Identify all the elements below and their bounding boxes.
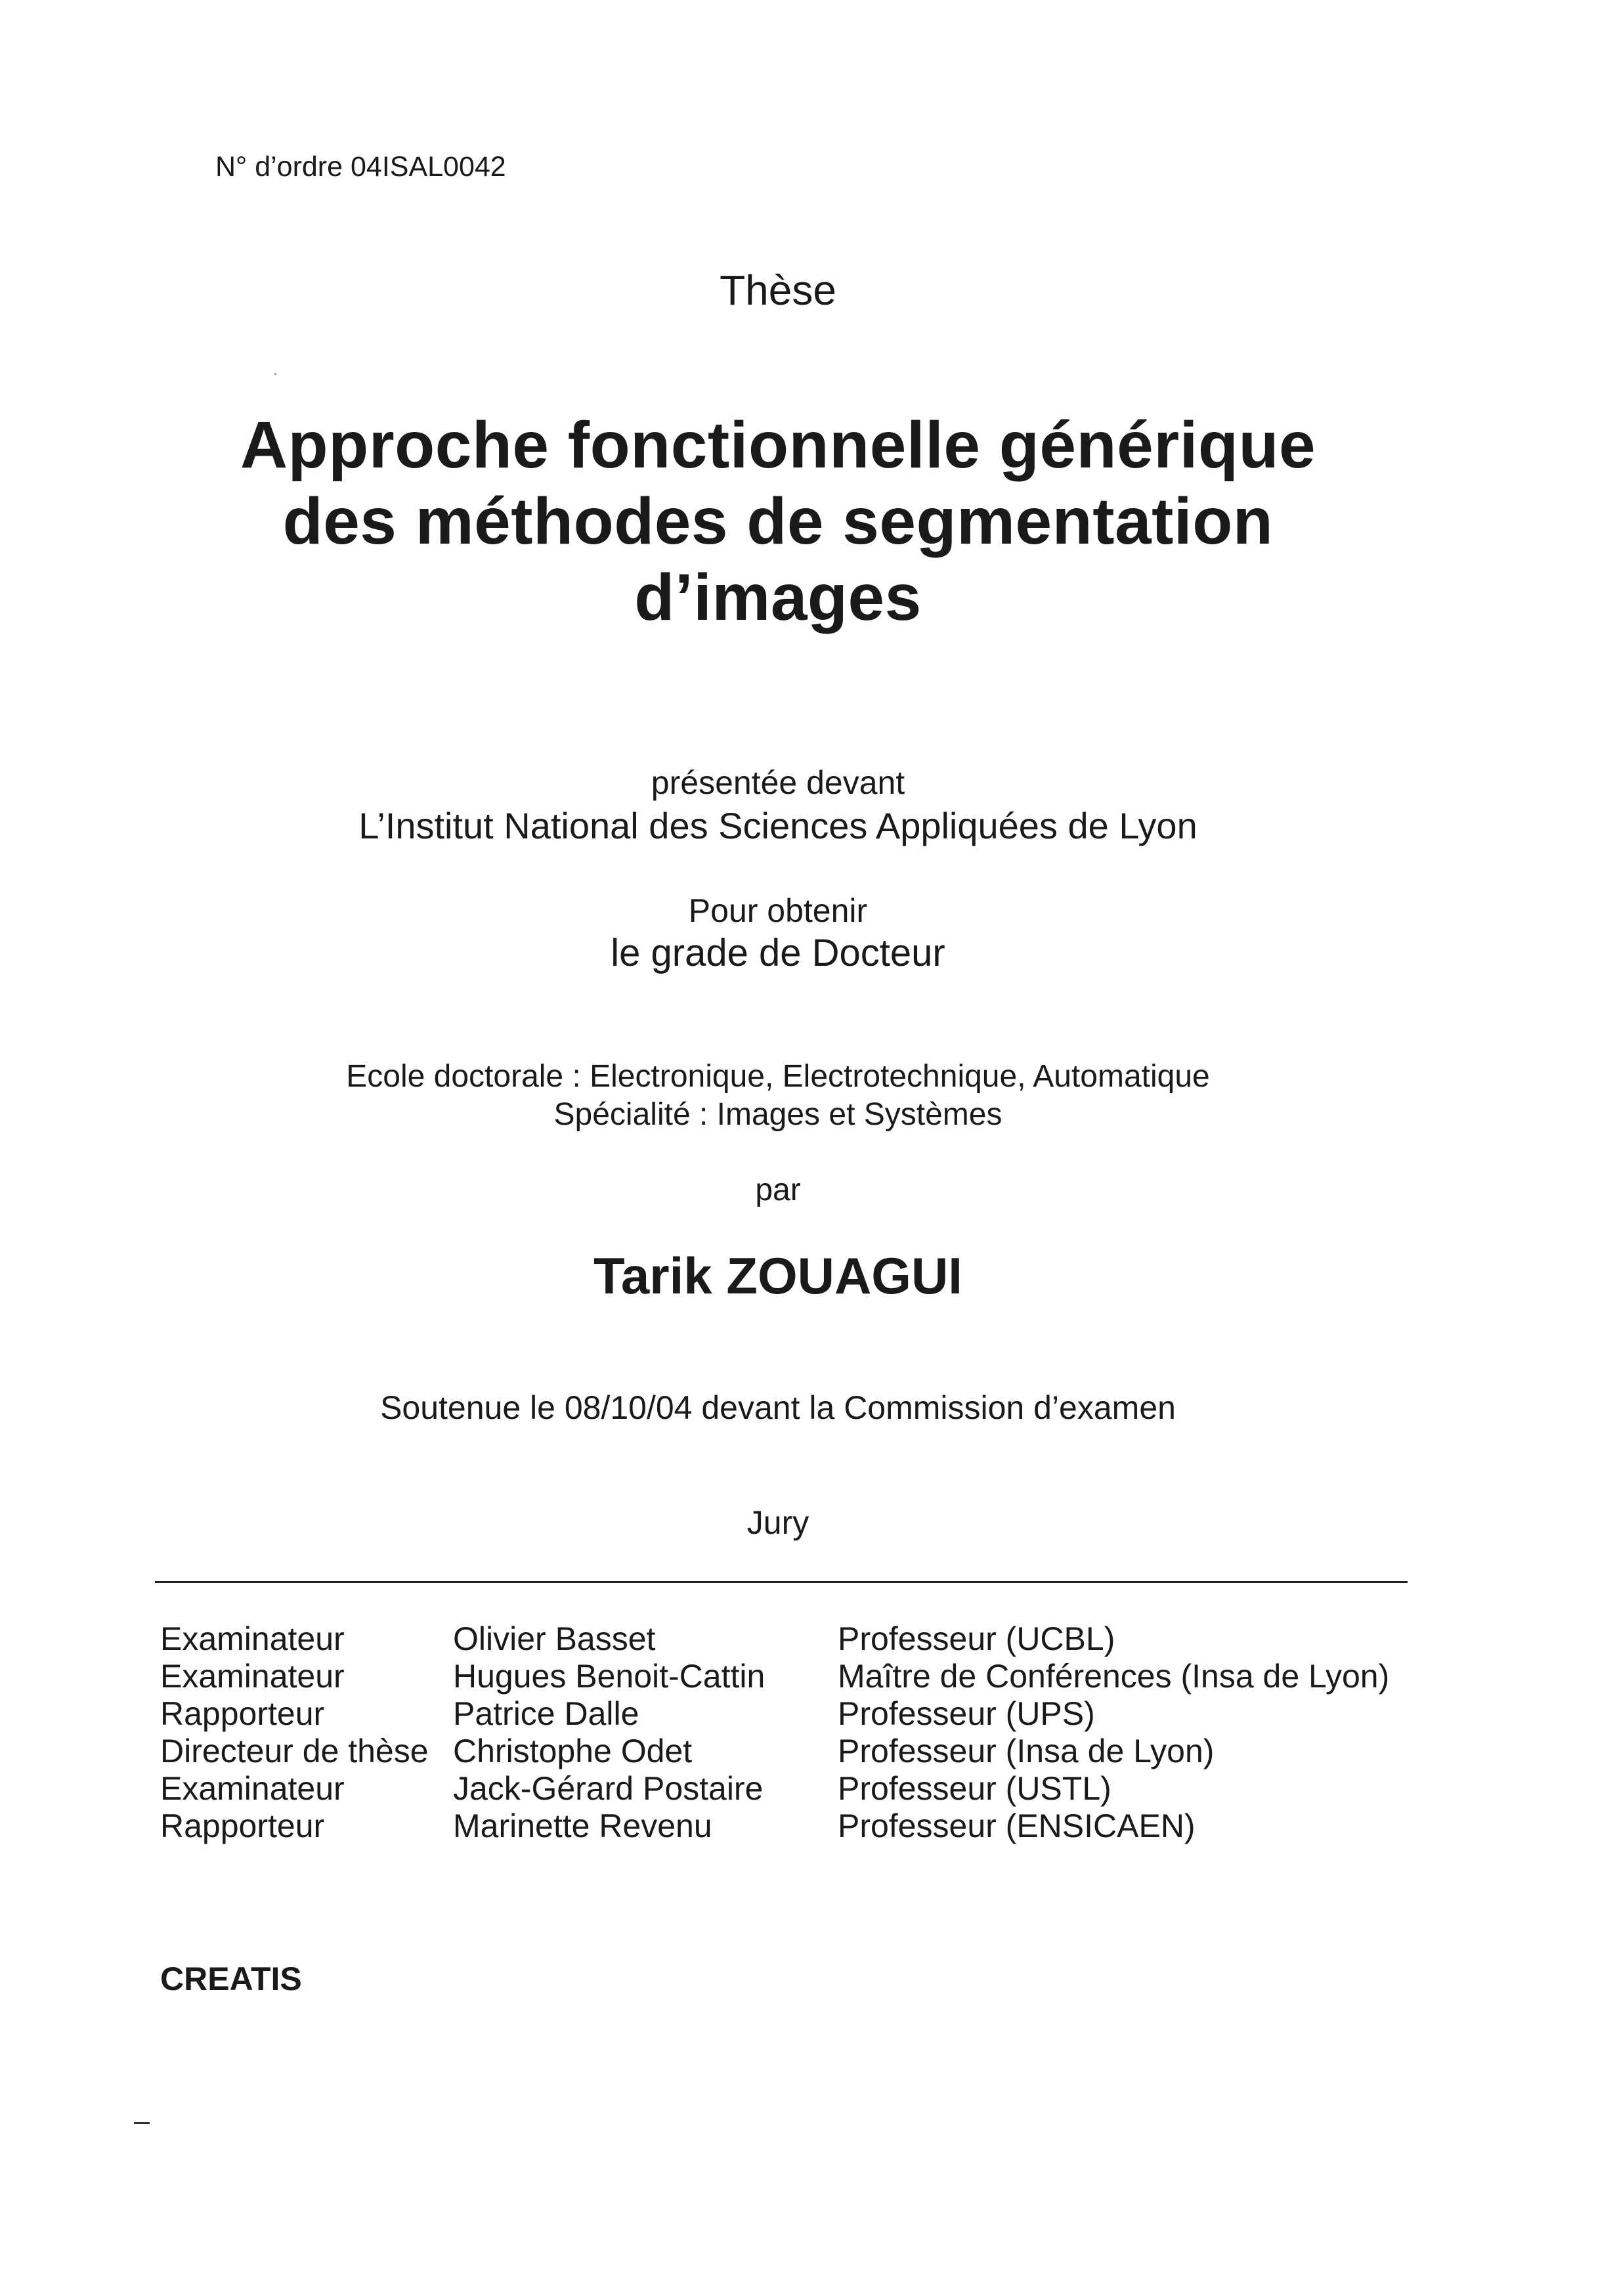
jury-role: Examinateur (160, 1620, 345, 1657)
jury-role: Rapporteur (160, 1808, 325, 1844)
document-type: Thèse (720, 267, 836, 314)
jury-role: Examinateur (160, 1770, 345, 1807)
jury-member-name: Marinette Revenu (453, 1808, 712, 1844)
jury-heading: Jury (746, 1504, 809, 1541)
jury-member-name: Patrice Dalle (453, 1695, 639, 1732)
jury-member-title: Professeur (UPS) (838, 1695, 1095, 1732)
order-number: N° d’ordre 04ISAL0042 (215, 151, 506, 183)
presented-before: présentée devant (651, 764, 905, 801)
jury-member-name: Christophe Odet (453, 1733, 693, 1769)
jury-member-title: Professeur (ENSICAEN) (838, 1808, 1196, 1844)
jury-member-title: Maître de Conférences (Insa de Lyon) (838, 1658, 1390, 1695)
title-line: d’images (634, 561, 922, 634)
jury-member-name: Olivier Basset (453, 1620, 656, 1657)
jury-member-title: Professeur (UCBL) (838, 1620, 1115, 1657)
thesis-title (0, 407, 1556, 636)
jury-role: Directeur de thèse (160, 1733, 429, 1769)
specialty: Spécialité : Images et Systèmes (553, 1097, 1003, 1132)
jury-member-title: Professeur (USTL) (838, 1770, 1111, 1807)
title-line: des méthodes de segmentation (282, 485, 1274, 558)
jury-member-title: Professeur (Insa de Lyon) (838, 1733, 1215, 1769)
by-label: par (755, 1173, 801, 1207)
laboratory: CREATIS (160, 1960, 302, 1997)
author-name: Tarik ZOUAGUI (593, 1247, 962, 1305)
scan-speck (274, 373, 276, 375)
jury-member-name: Hugues Benoit-Cattin (453, 1658, 765, 1695)
divider (155, 1581, 1408, 1583)
institution: L’Institut National des Sciences Appliquées de Lyon (358, 805, 1197, 846)
doctoral-school: Ecole doctorale : Electronique, Electrotechnique, Automatique (346, 1059, 1210, 1094)
jury-role: Examinateur (160, 1658, 345, 1695)
obtain-label: Pour obtenir (688, 892, 868, 929)
title-line: Approche fonctionnelle générique (240, 408, 1316, 482)
jury-role: Rapporteur (160, 1695, 325, 1732)
scan-mark (134, 2122, 150, 2124)
degree: le grade de Docteur (611, 932, 945, 974)
defense-date: Soutenue le 08/10/04 devant la Commission d’examen (380, 1389, 1176, 1426)
jury-member-name: Jack-Gérard Postaire (453, 1770, 764, 1807)
